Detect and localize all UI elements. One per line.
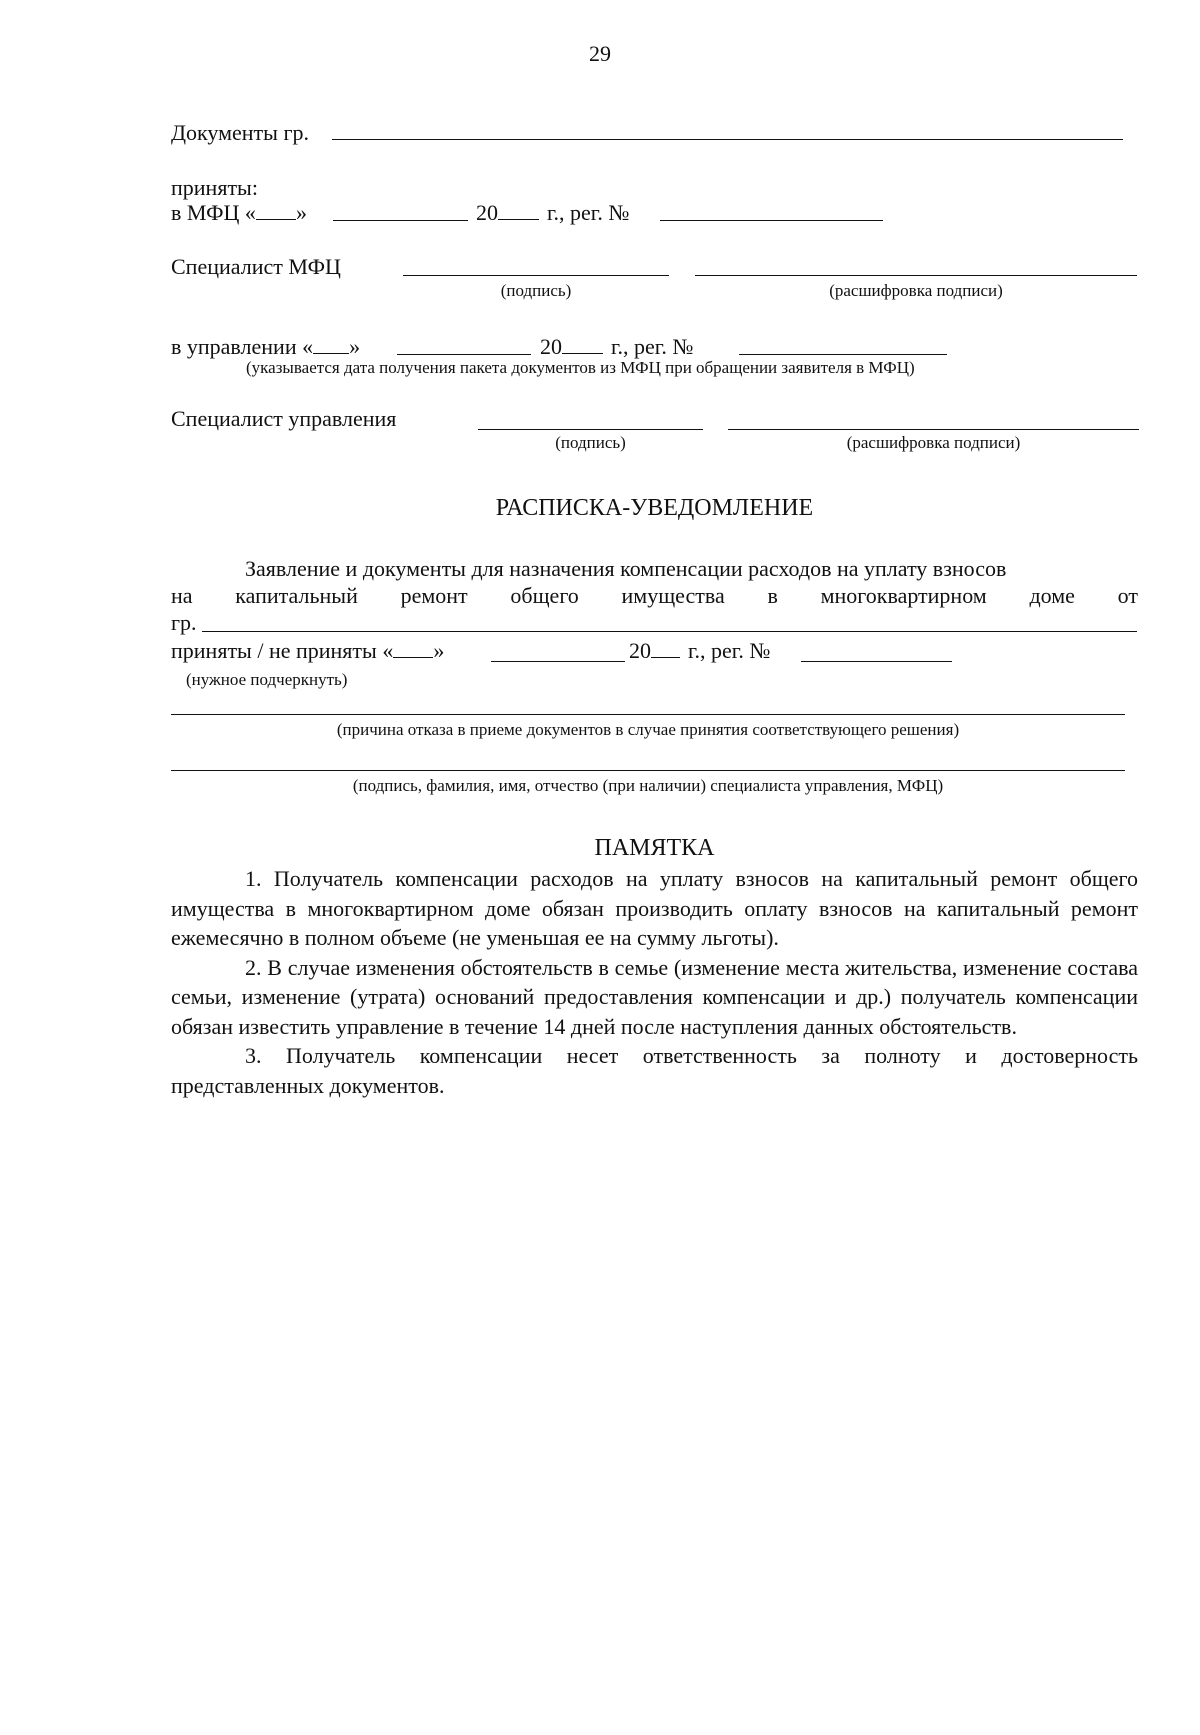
specialist-mfc-decoding-caption: (расшифровка подписи): [829, 281, 1003, 300]
receipt-reg-number-blank[interactable]: [801, 661, 952, 662]
specialist-mfc-decoding-line[interactable]: [695, 275, 1137, 276]
management-date-note: (указывается дата получения пакета документов из МФЦ при обращении заявителя в МФЦ): [246, 358, 915, 377]
specialist-mfc-signature-line[interactable]: [403, 275, 669, 276]
memo-list: [171, 864, 1138, 1100]
mfc-date-row: [171, 199, 307, 226]
specialist-management-decoding-caption: (расшифровка подписи): [846, 433, 1021, 452]
mfc-quote-close: »: [295, 200, 307, 225]
management-year-field: [540, 333, 693, 360]
receipt-accepted-row: [171, 637, 444, 664]
management-date-row: [171, 333, 360, 360]
refusal-reason-line[interactable]: [171, 714, 1125, 715]
refusal-reason-caption: (причина отказа в приеме документов в случае принятия соответствующего решения): [336, 720, 960, 739]
receipt-title: РАСПИСКА-УВЕДОМЛЕНИЕ: [495, 495, 814, 521]
receipt-reg-label: г., рег. №: [688, 638, 771, 663]
mfc-day-blank[interactable]: [256, 199, 296, 220]
receipt-day-blank[interactable]: [393, 637, 433, 658]
specialist-management-decoding-line[interactable]: [728, 429, 1139, 430]
management-reg-number-blank[interactable]: [739, 354, 947, 355]
mfc-year-field: [476, 199, 629, 226]
management-quote-close: »: [349, 334, 361, 359]
specialist-management-signature-line[interactable]: [478, 429, 703, 430]
mfc-year-prefix: 20: [476, 200, 498, 225]
specialist-management-label: Специалист управления: [171, 406, 397, 431]
documents-label: Документы гр.: [171, 120, 309, 145]
management-prefix: в управлении «: [171, 334, 314, 359]
receipt-accepted-prefix: приняты / не приняты «: [171, 638, 394, 663]
receipt-intro-line1: Заявление и документы для назначения компенсации расходов на уплату взносов: [245, 556, 1007, 581]
receipt-month-blank[interactable]: [491, 661, 625, 662]
mfc-month-blank[interactable]: [333, 220, 468, 221]
accepted-label: приняты:: [171, 175, 258, 200]
memo-item-1: 1. Получатель компенсации расходов на уплату взносов на капитальный ремонт общего имущества в многоквартирном доме обязан производить оплату взносов на капитальный ремонт ежемесячно в полном объеме (не уменьшая ее на сумму льготы).: [171, 866, 1138, 950]
mfc-reg-label: г., рег. №: [547, 200, 630, 225]
specialist-mfc-signature-caption: (подпись): [500, 281, 572, 300]
receipt-year-blank[interactable]: [651, 637, 680, 658]
specialist-mfc-label: Специалист МФЦ: [171, 254, 341, 279]
memo-item-3: 3. Получатель компенсации несет ответственность за полноту и достоверность представленных документов.: [171, 1043, 1138, 1098]
receipt-year-field: [629, 637, 770, 664]
specialist-signature-caption: (подпись, фамилия, имя, отчество (при наличии) специалиста управления, МФЦ): [352, 776, 944, 795]
citizen-name-line[interactable]: [332, 139, 1123, 140]
mfc-reg-number-blank[interactable]: [660, 220, 883, 221]
management-month-blank[interactable]: [397, 354, 531, 355]
memo-title: ПАМЯТКА: [594, 835, 715, 861]
specialist-signature-line[interactable]: [171, 770, 1125, 771]
management-year-blank[interactable]: [562, 333, 603, 354]
memo-item-2: 2. В случае изменения обстоятельств в семье (изменение места жительства, изменение состава семьи, изменение (утрата) оснований предоставления компенсации и др.) получатель компенсации обязан известить управление в течение 14 дней после наступления данных обстоятельств.: [171, 954, 1138, 1039]
receipt-year-prefix: 20: [629, 638, 651, 663]
management-year-prefix: 20: [540, 334, 562, 359]
receipt-intro-line2: на капитальный ремонт общего имущества в многоквартирном доме от: [171, 583, 1138, 608]
mfc-year-blank[interactable]: [498, 199, 539, 220]
receipt-quote-close: »: [433, 638, 445, 663]
management-day-blank[interactable]: [313, 333, 349, 354]
receipt-citizen-label: гр.: [171, 610, 197, 635]
mfc-prefix: в МФЦ «: [171, 200, 256, 225]
page-number: 29: [589, 41, 611, 66]
receipt-citizen-line[interactable]: [202, 631, 1137, 632]
specialist-management-signature-caption: (подпись): [555, 433, 626, 452]
management-reg-label: г., рег. №: [611, 334, 694, 359]
receipt-underline-note: (нужное подчеркнуть): [186, 670, 348, 689]
